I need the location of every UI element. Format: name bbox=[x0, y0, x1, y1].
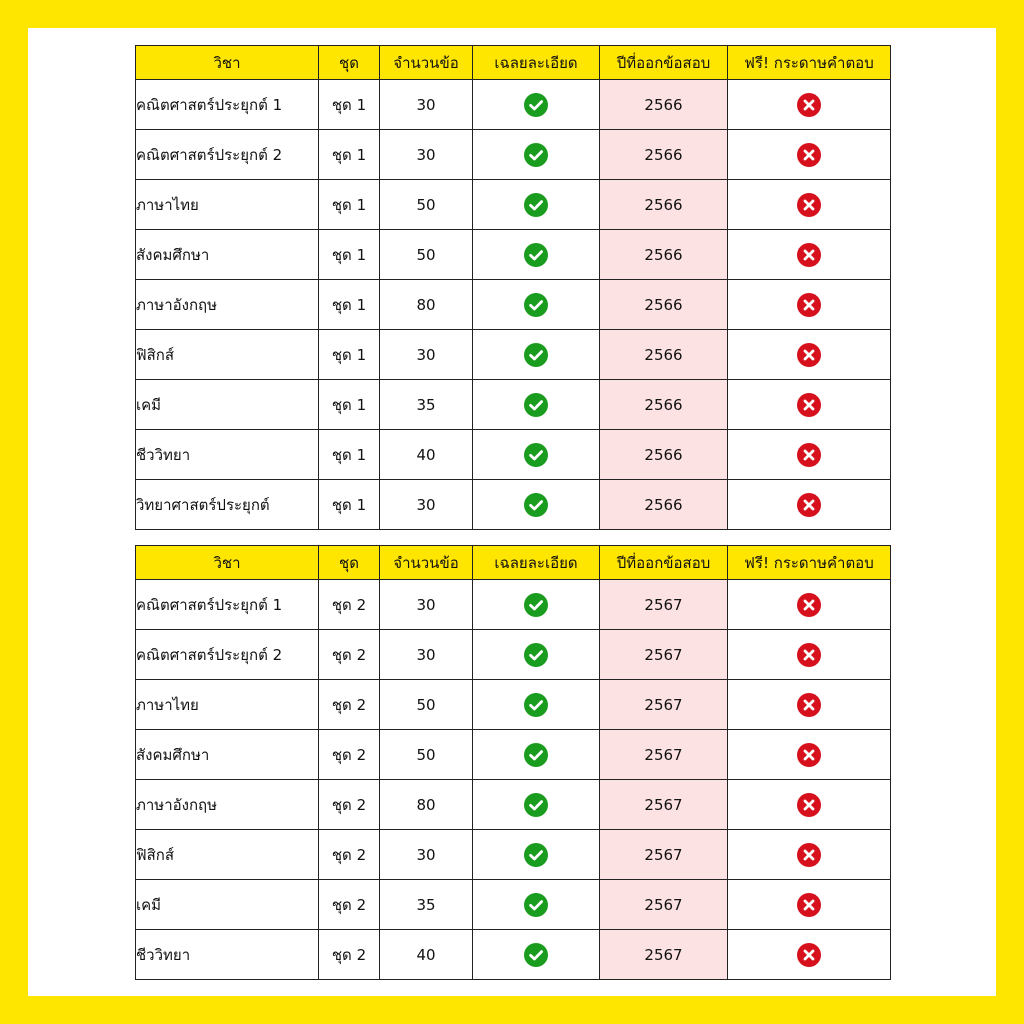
question-count-cell: 40 bbox=[380, 930, 473, 980]
table-row bbox=[136, 380, 891, 430]
check-icon bbox=[524, 143, 548, 167]
header-exam-year: ปีที่ออกข้อสอบ bbox=[600, 46, 728, 80]
question-count-cell: 30 bbox=[380, 580, 473, 630]
exam-year-cell: 2566 bbox=[600, 330, 728, 380]
answer-sheet-cell bbox=[728, 430, 891, 480]
solution-cell bbox=[473, 80, 600, 130]
solution-cell bbox=[473, 830, 600, 880]
answer-sheet-cell bbox=[728, 930, 891, 980]
check-icon bbox=[524, 893, 548, 917]
table-row bbox=[136, 330, 891, 380]
header-detailed-solution: เฉลยละเอียด bbox=[473, 546, 600, 580]
check-icon bbox=[524, 493, 548, 517]
exam-year-cell: 2566 bbox=[600, 130, 728, 180]
subject-cell: ภาษาอังกฤษ bbox=[136, 280, 319, 330]
cross-icon bbox=[797, 343, 821, 367]
set-cell: ชุด 1 bbox=[319, 230, 380, 280]
subject-cell: ภาษาอังกฤษ bbox=[136, 780, 319, 830]
table-row bbox=[136, 180, 891, 230]
set-cell: ชุด 2 bbox=[319, 680, 380, 730]
check-icon bbox=[524, 943, 548, 967]
cross-icon bbox=[797, 893, 821, 917]
set-cell: ชุด 2 bbox=[319, 830, 380, 880]
table-row bbox=[136, 480, 891, 530]
exam-year-cell: 2566 bbox=[600, 380, 728, 430]
solution-cell bbox=[473, 630, 600, 680]
solution-cell bbox=[473, 380, 600, 430]
solution-cell bbox=[473, 180, 600, 230]
header-subject: วิชา bbox=[136, 46, 319, 80]
exam-year-cell: 2566 bbox=[600, 430, 728, 480]
subject-cell: สังคมศึกษา bbox=[136, 230, 319, 280]
cross-icon bbox=[797, 93, 821, 117]
header-subject: วิชา bbox=[136, 546, 319, 580]
solution-cell bbox=[473, 280, 600, 330]
cross-icon bbox=[797, 143, 821, 167]
question-count-cell: 35 bbox=[380, 380, 473, 430]
solution-cell bbox=[473, 780, 600, 830]
cross-icon bbox=[797, 593, 821, 617]
question-count-cell: 80 bbox=[380, 780, 473, 830]
table-header-row bbox=[136, 46, 891, 80]
question-count-cell: 80 bbox=[380, 280, 473, 330]
subject-cell: ภาษาไทย bbox=[136, 680, 319, 730]
cross-icon bbox=[797, 393, 821, 417]
answer-sheet-cell bbox=[728, 330, 891, 380]
header-free-answer-sheet: ฟรี! กระดาษคำตอบ bbox=[728, 546, 891, 580]
set-cell: ชุด 1 bbox=[319, 480, 380, 530]
cross-icon bbox=[797, 793, 821, 817]
answer-sheet-cell bbox=[728, 380, 891, 430]
question-count-cell: 40 bbox=[380, 430, 473, 480]
cross-icon bbox=[797, 493, 821, 517]
question-count-cell: 30 bbox=[380, 80, 473, 130]
table-row bbox=[136, 430, 891, 480]
solution-cell bbox=[473, 680, 600, 730]
cross-icon bbox=[797, 743, 821, 767]
check-icon bbox=[524, 293, 548, 317]
set-cell: ชุด 1 bbox=[319, 280, 380, 330]
cross-icon bbox=[797, 193, 821, 217]
check-icon bbox=[524, 243, 548, 267]
table-row bbox=[136, 130, 891, 180]
subject-cell: คณิตศาสตร์ประยุกต์ 2 bbox=[136, 630, 319, 680]
question-count-cell: 30 bbox=[380, 130, 473, 180]
solution-cell bbox=[473, 730, 600, 780]
set-cell: ชุด 2 bbox=[319, 780, 380, 830]
solution-cell bbox=[473, 880, 600, 930]
question-count-cell: 50 bbox=[380, 230, 473, 280]
exam-year-cell: 2567 bbox=[600, 880, 728, 930]
answer-sheet-cell bbox=[728, 230, 891, 280]
set-cell: ชุด 2 bbox=[319, 930, 380, 980]
subject-cell: เคมี bbox=[136, 880, 319, 930]
subject-cell: ฟิสิกส์ bbox=[136, 330, 319, 380]
set-cell: ชุด 2 bbox=[319, 580, 380, 630]
table-row bbox=[136, 880, 891, 930]
question-count-cell: 50 bbox=[380, 680, 473, 730]
solution-cell bbox=[473, 430, 600, 480]
table-row bbox=[136, 730, 891, 780]
table-row bbox=[136, 280, 891, 330]
set-cell: ชุด 2 bbox=[319, 880, 380, 930]
question-count-cell: 30 bbox=[380, 630, 473, 680]
check-icon bbox=[524, 393, 548, 417]
set-cell: ชุด 1 bbox=[319, 380, 380, 430]
check-icon bbox=[524, 743, 548, 767]
subject-cell: วิทยาศาสตร์ประยุกต์ bbox=[136, 480, 319, 530]
subject-cell: ภาษาไทย bbox=[136, 180, 319, 230]
exam-year-cell: 2567 bbox=[600, 580, 728, 630]
solution-cell bbox=[473, 330, 600, 380]
answer-sheet-cell bbox=[728, 830, 891, 880]
header-set: ชุด bbox=[319, 46, 380, 80]
subject-cell: คณิตศาสตร์ประยุกต์ 2 bbox=[136, 130, 319, 180]
check-icon bbox=[524, 843, 548, 867]
table-row bbox=[136, 80, 891, 130]
set-cell: ชุด 2 bbox=[319, 730, 380, 780]
page-sheet bbox=[28, 28, 996, 996]
subject-cell: ฟิสิกส์ bbox=[136, 830, 319, 880]
subject-cell: สังคมศึกษา bbox=[136, 730, 319, 780]
set-cell: ชุด 1 bbox=[319, 80, 380, 130]
header-free-answer-sheet: ฟรี! กระดาษคำตอบ bbox=[728, 46, 891, 80]
answer-sheet-cell bbox=[728, 480, 891, 530]
question-count-cell: 35 bbox=[380, 880, 473, 930]
solution-cell bbox=[473, 130, 600, 180]
cross-icon bbox=[797, 243, 821, 267]
subject-cell: เคมี bbox=[136, 380, 319, 430]
table-row bbox=[136, 680, 891, 730]
table-row bbox=[136, 830, 891, 880]
answer-sheet-cell bbox=[728, 730, 891, 780]
table-row bbox=[136, 930, 891, 980]
header-exam-year: ปีที่ออกข้อสอบ bbox=[600, 546, 728, 580]
question-count-cell: 30 bbox=[380, 330, 473, 380]
question-count-cell: 30 bbox=[380, 480, 473, 530]
exam-year-cell: 2566 bbox=[600, 280, 728, 330]
check-icon bbox=[524, 193, 548, 217]
exam-year-cell: 2567 bbox=[600, 730, 728, 780]
check-icon bbox=[524, 343, 548, 367]
cross-icon bbox=[797, 293, 821, 317]
exam-year-cell: 2567 bbox=[600, 680, 728, 730]
header-set: ชุด bbox=[319, 546, 380, 580]
question-count-cell: 50 bbox=[380, 180, 473, 230]
answer-sheet-cell bbox=[728, 880, 891, 930]
solution-cell bbox=[473, 230, 600, 280]
question-count-cell: 50 bbox=[380, 730, 473, 780]
check-icon bbox=[524, 93, 548, 117]
cross-icon bbox=[797, 943, 821, 967]
question-count-cell: 30 bbox=[380, 830, 473, 880]
solution-cell bbox=[473, 480, 600, 530]
set-cell: ชุด 1 bbox=[319, 430, 380, 480]
subject-cell: คณิตศาสตร์ประยุกต์ 1 bbox=[136, 580, 319, 630]
exam-year-cell: 2567 bbox=[600, 830, 728, 880]
answer-sheet-cell bbox=[728, 80, 891, 130]
exam-year-cell: 2566 bbox=[600, 80, 728, 130]
table-row bbox=[136, 780, 891, 830]
exam-year-cell: 2567 bbox=[600, 780, 728, 830]
answer-sheet-cell bbox=[728, 630, 891, 680]
exam-year-cell: 2567 bbox=[600, 630, 728, 680]
table-row bbox=[136, 630, 891, 680]
table-header-row bbox=[136, 546, 891, 580]
subject-cell: ชีววิทยา bbox=[136, 930, 319, 980]
answer-sheet-cell bbox=[728, 280, 891, 330]
solution-cell bbox=[473, 930, 600, 980]
exam-year-cell: 2566 bbox=[600, 230, 728, 280]
answer-sheet-cell bbox=[728, 780, 891, 830]
solution-cell bbox=[473, 580, 600, 630]
exam-year-cell: 2566 bbox=[600, 480, 728, 530]
cross-icon bbox=[797, 693, 821, 717]
check-icon bbox=[524, 693, 548, 717]
exam-year-cell: 2566 bbox=[600, 180, 728, 230]
check-icon bbox=[524, 443, 548, 467]
answer-sheet-cell bbox=[728, 580, 891, 630]
answer-sheet-cell bbox=[728, 180, 891, 230]
cross-icon bbox=[797, 843, 821, 867]
table-row bbox=[136, 580, 891, 630]
header-detailed-solution: เฉลยละเอียด bbox=[473, 46, 600, 80]
cross-icon bbox=[797, 643, 821, 667]
set-cell: ชุด 1 bbox=[319, 130, 380, 180]
subject-cell: คณิตศาสตร์ประยุกต์ 1 bbox=[136, 80, 319, 130]
set-cell: ชุด 2 bbox=[319, 630, 380, 680]
check-icon bbox=[524, 793, 548, 817]
set-cell: ชุด 1 bbox=[319, 180, 380, 230]
subject-cell: ชีววิทยา bbox=[136, 430, 319, 480]
header-question-count: จำนวนข้อ bbox=[380, 546, 473, 580]
exam-year-cell: 2567 bbox=[600, 930, 728, 980]
header-question-count: จำนวนข้อ bbox=[380, 46, 473, 80]
check-icon bbox=[524, 643, 548, 667]
table-row bbox=[136, 230, 891, 280]
check-icon bbox=[524, 593, 548, 617]
answer-sheet-cell bbox=[728, 680, 891, 730]
answer-sheet-cell bbox=[728, 130, 891, 180]
exam-table-set-2 bbox=[135, 545, 891, 980]
cross-icon bbox=[797, 443, 821, 467]
set-cell: ชุด 1 bbox=[319, 330, 380, 380]
exam-table-set-1 bbox=[135, 45, 891, 530]
